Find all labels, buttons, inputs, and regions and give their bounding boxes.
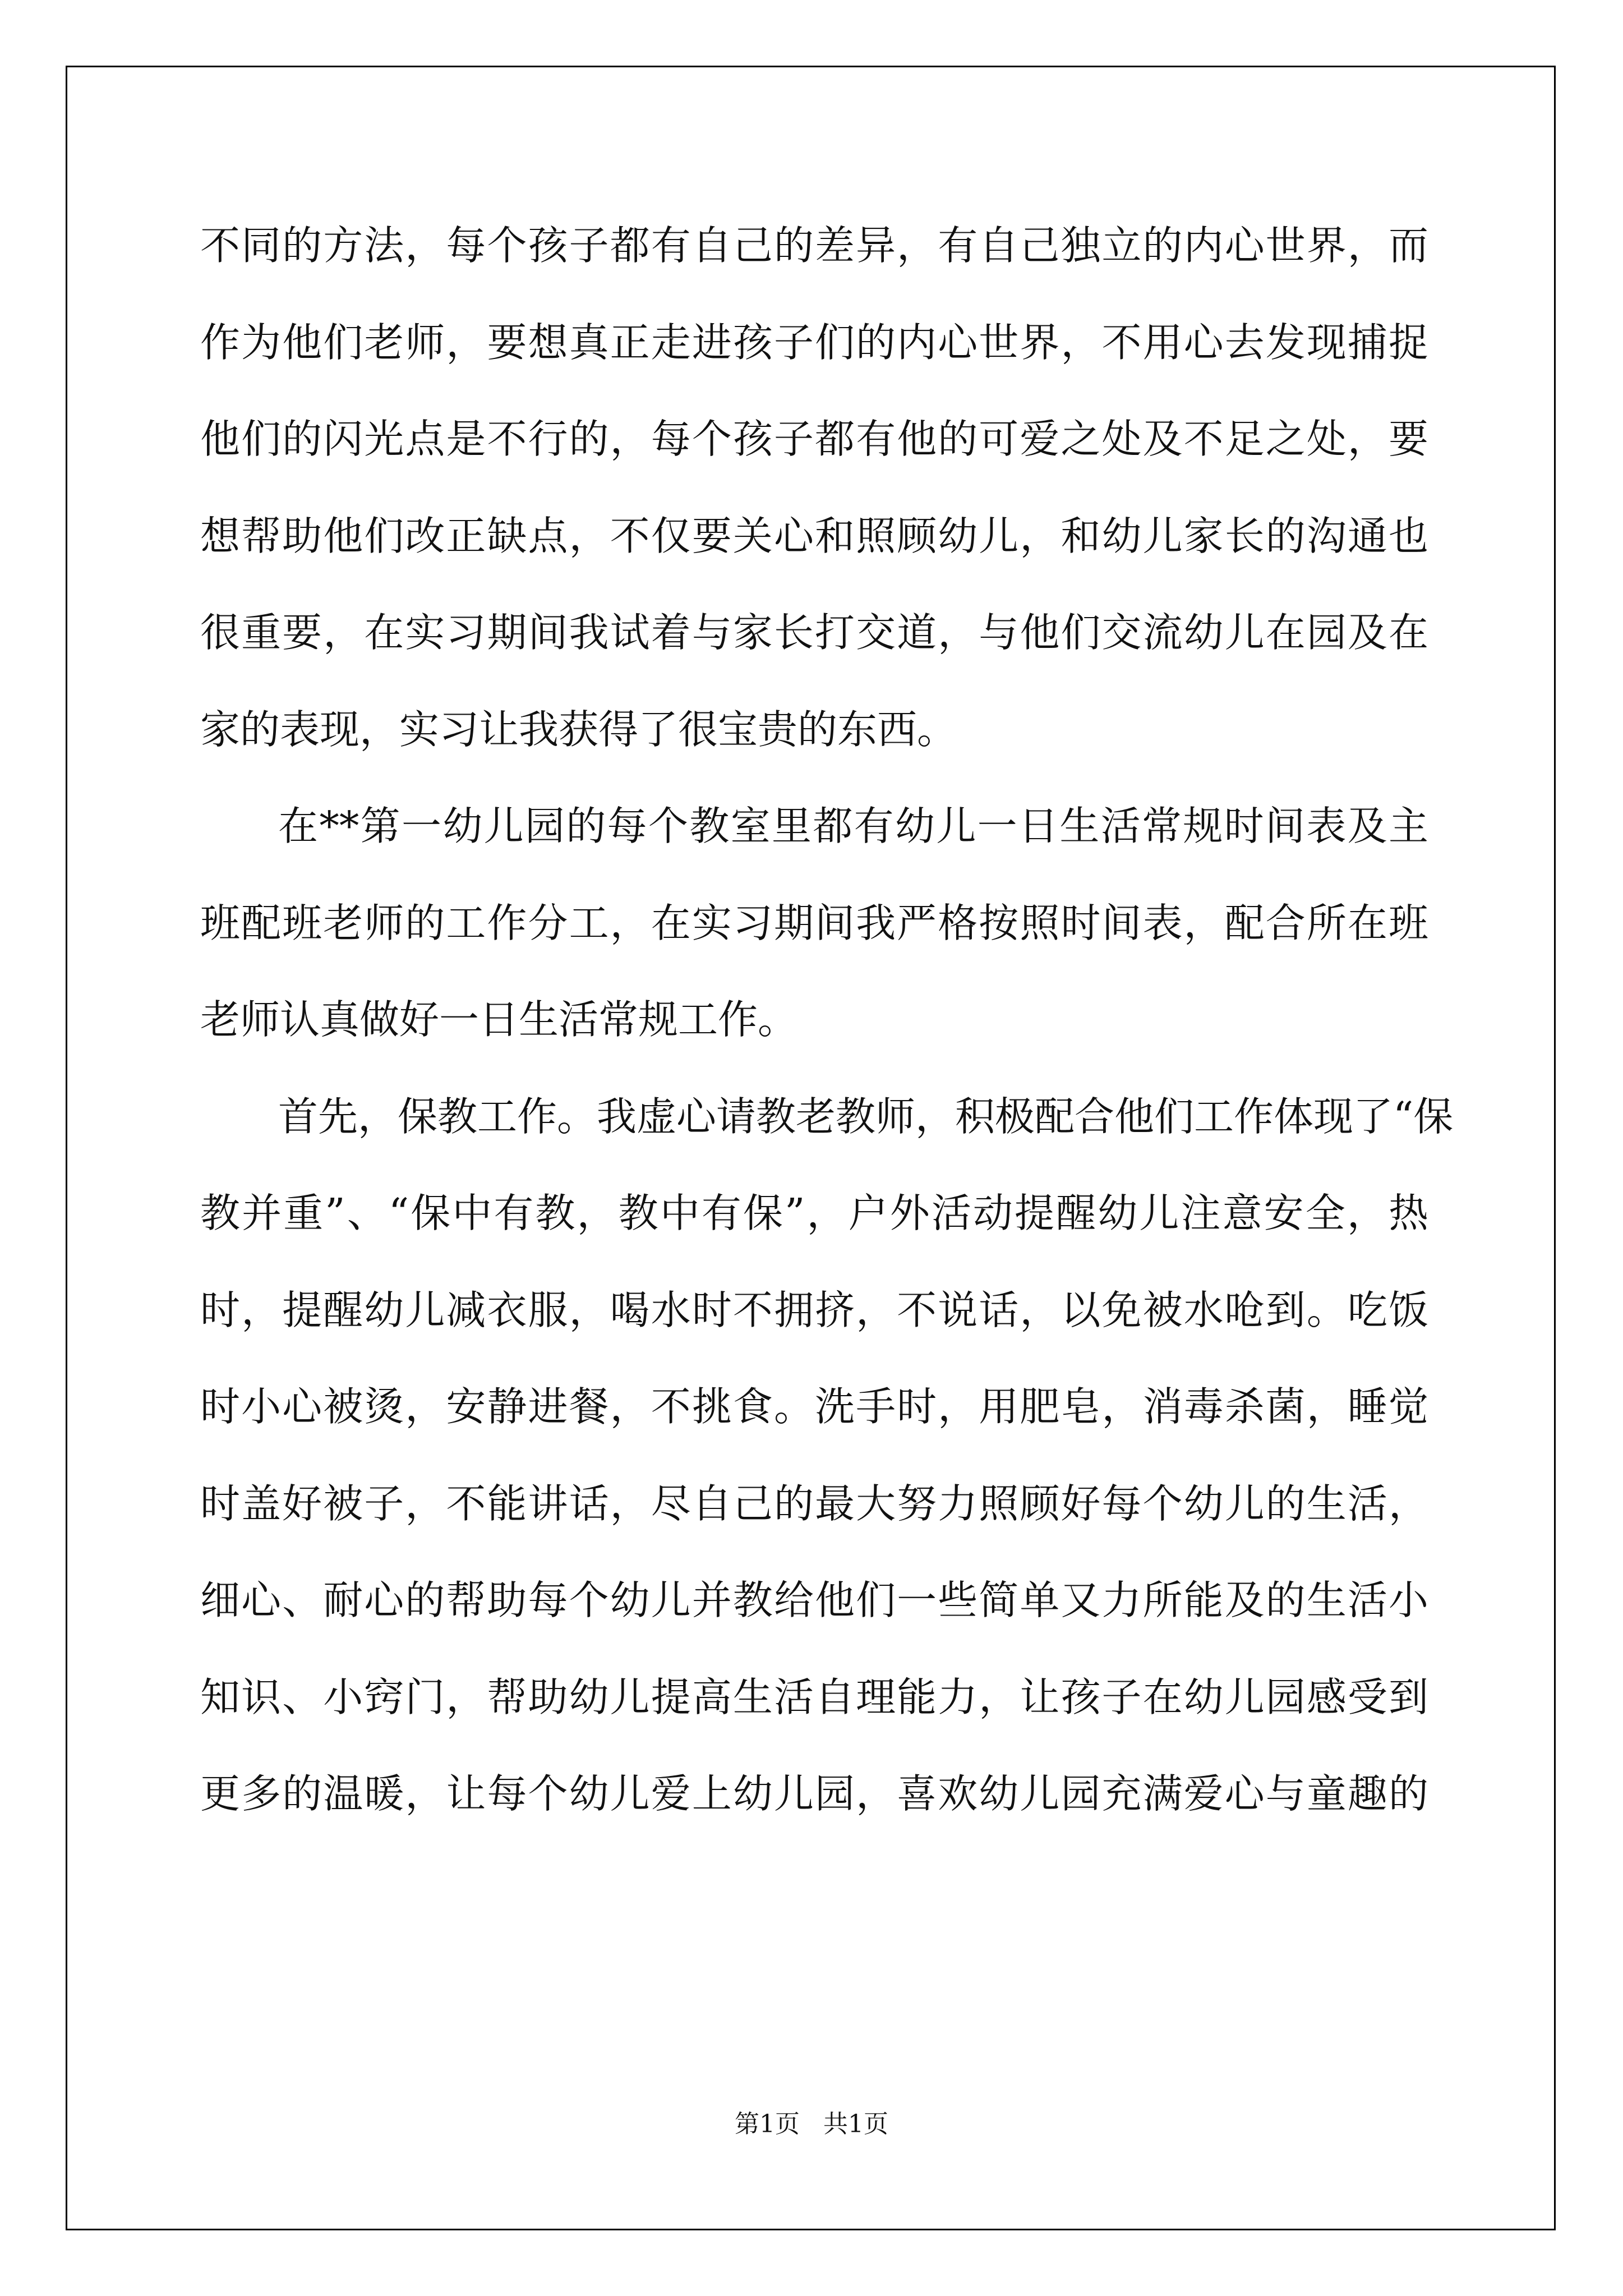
paragraph-first-line: 在**第一幼儿园的每个教室里都有幼儿一日生活常规时间表及主 — [278, 803, 1428, 849]
text-line: 时盖好被子，不能讲话，尽自己的最大努力照顾好每个幼儿的生活， — [200, 1480, 1428, 1527]
page-number-footer: 第1页 共1页 — [735, 2110, 888, 2138]
paragraph-first-line: 首先，保教工作。我虚心请教老教师，积极配合他们工作体现了“保 — [278, 1093, 1454, 1140]
text-line: 不同的方法，每个孩子都有自己的差异，有自己独立的内心世界，而 — [200, 222, 1428, 269]
text-line: 作为他们老师，要想真正走进孩子们的内心世界，不用心去发现捕捉 — [200, 319, 1428, 366]
text-line: 细心、耐心的帮助每个幼儿并教给他们一些简单又力所能及的生活小 — [200, 1577, 1428, 1623]
text-line: 老师认真做好一日生活常规工作。 — [200, 996, 798, 1043]
text-line: 很重要，在实习期间我试着与家长打交道，与他们交流幼儿在园及在 — [200, 609, 1428, 656]
text-line: 教并重”、“保中有教，教中有保”，户外活动提醒幼儿注意安全，热 — [200, 1190, 1428, 1236]
text-line: 家的表现，实习让我获得了很宝贵的东西。 — [200, 706, 957, 753]
text-line: 他们的闪光点是不行的，每个孩子都有他的可爱之处及不足之处，要 — [200, 416, 1428, 462]
text-line: 更多的温暖，让每个幼儿爱上幼儿园，喜欢幼儿园充满爱心与童趣的 — [200, 1770, 1428, 1817]
text-line: 班配班老师的工作分工，在实习期间我严格按照时间表，配合所在班 — [200, 900, 1428, 946]
text-line: 时，提醒幼儿减衣服，喝水时不拥挤，不说话，以免被水呛到。吃饭 — [200, 1287, 1428, 1333]
text-line: 知识、小窍门，帮助幼儿提高生活自理能力，让孩子在幼儿园感受到 — [200, 1674, 1428, 1720]
text-line: 时小心被烫，安静进餐，不挑食。洗手时，用肥皂，消毒杀菌，睡觉 — [200, 1383, 1428, 1430]
text-line: 想帮助他们改正缺点，不仅要关心和照顾幼儿，和幼儿家长的沟通也 — [200, 513, 1428, 559]
